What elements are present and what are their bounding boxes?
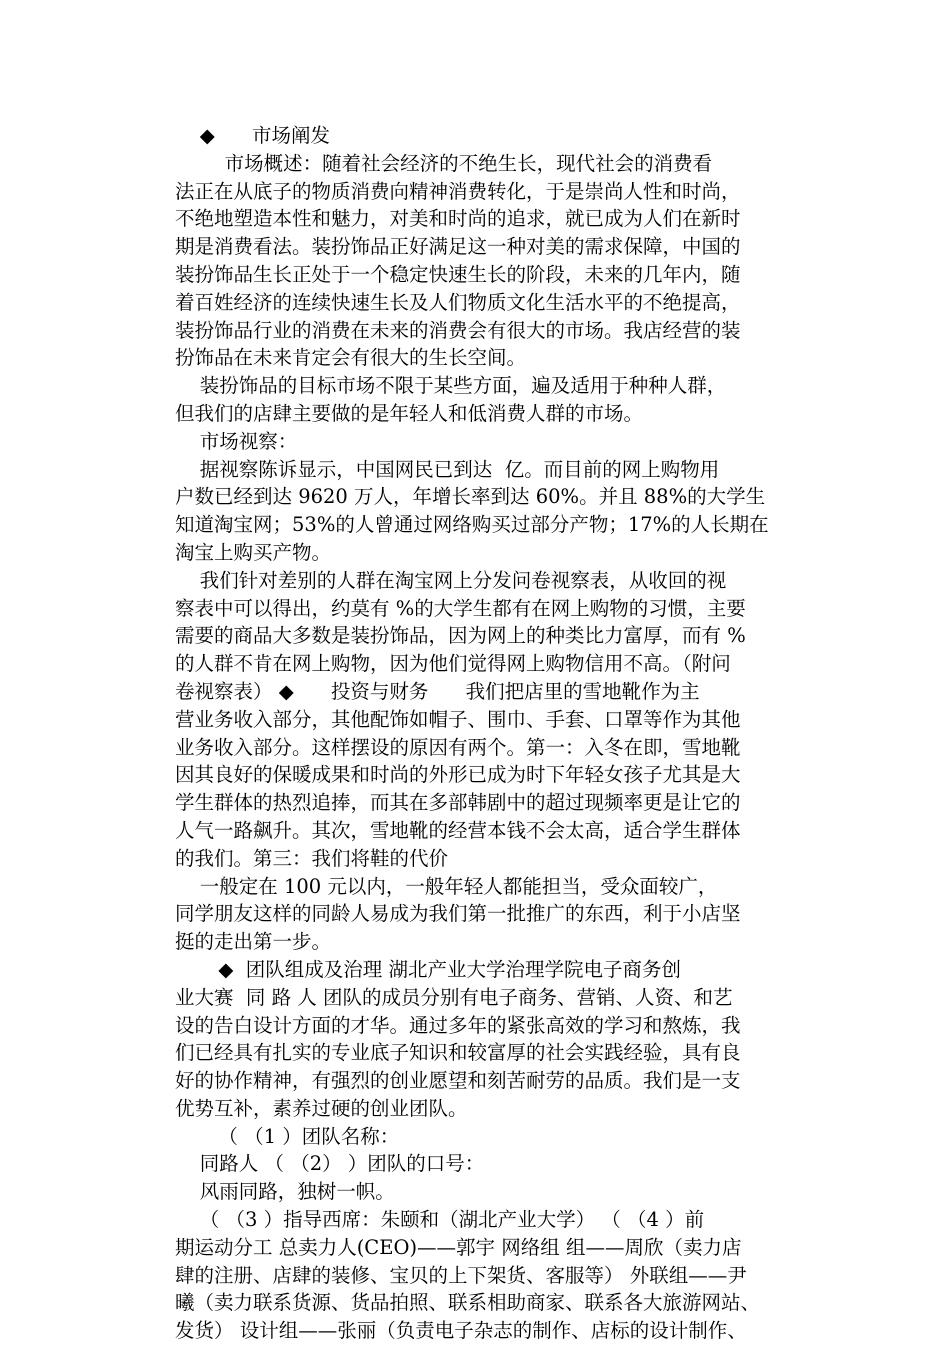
text-line: 人气一路飙升。其次，雪地靴的经营本钱不会太高，适合学生群体 <box>175 818 741 842</box>
text-line: 卷视察表） ◆ 投资与财务 我们把店里的雪地靴作为主 <box>175 679 700 703</box>
text-line: 设的告白设计方面的才华。通过多年的紧张高效的学习和熬炼，我 <box>175 1013 741 1037</box>
text-line: 挺的走出第一步。 <box>175 930 332 954</box>
text-line: 装扮饰品生长正处于一个稳定快速生长的阶段，未来的几年内，随 <box>175 262 741 286</box>
text-line: 因其良好的保暖成果和时尚的外形已成为时下年轻女孩子尤其是大 <box>175 763 741 787</box>
text-line: 期运动分工 总卖力人(CEO)——郭宇 网络组 组——周欣（卖力店 <box>175 1235 742 1259</box>
text-line: 风雨同路，独树一帜。 <box>175 1180 395 1204</box>
text-line: 市场概述：随着社会经济的不绝生长，现代社会的消费看 <box>175 151 713 175</box>
text-line: 好的协作精神，有强烈的创业愿望和刻苦耐劳的品质。我们是一支 <box>175 1069 741 1093</box>
text-line: 们已经具有扎实的专业底子知识和较富厚的社会实践经验，具有良 <box>175 1041 741 1065</box>
document-body <box>175 122 815 1345</box>
subheading-market-survey: 市场视察： <box>175 429 298 453</box>
text-line: 同路人 （ （2） ）团队的口号： <box>175 1152 485 1176</box>
text-line: 学生群体的热烈追捧，而其在多部韩剧中的超过现频率更是让它的 <box>175 791 741 815</box>
text-line: 期是消费看法。装扮饰品正好满足这一种对美的需求保障，中国的 <box>175 235 741 259</box>
text-line: 业大赛 同 路 人 团队的成员分别有电子商务、营销、人资、和艺 <box>175 985 733 1009</box>
text-line: 发货） 设计组——张丽（负责电子杂志的制作、店标的设计制作、 <box>175 1319 747 1343</box>
heading-market-analysis: ◆ 市场阐发 <box>175 124 330 147</box>
text-line: （ （3 ）指导西席：朱颐和（湖北产业大学） （ （4 ）前 <box>175 1208 705 1232</box>
text-line: 察表中可以得出，约莫有 %的大学生都有在网上购物的习惯，主要 <box>175 596 746 620</box>
text-line: 装扮饰品行业的消费在未来的消费会有很大的市场。我店经营的装 <box>175 318 741 342</box>
text-line: 的人群不肯在网上购物，因为他们觉得网上购物信用不高。（附问 <box>175 652 731 676</box>
text-line: 业务收入部分。这样摆设的原因有两个。第一：入冬在即，雪地靴 <box>175 735 741 759</box>
text-line: 需要的商品大多数是装扮饰品，因为网上的种类比力富厚，而有 % <box>175 624 746 648</box>
text-line: 一般定在 100 元以内，一般年轻人都能担当，受众面较广， <box>175 874 718 898</box>
text-line: 户数已经到达 9620 万人，年增长率到达 60%。并且 88%的大学生 <box>175 485 766 509</box>
text-line: 据视察陈诉显示，中国网民已到达 亿。而目前的网上购物用 <box>175 457 720 481</box>
text-line: （ （1 ）团队名称： <box>175 1124 400 1148</box>
text-line: 扮饰品在未来肯定会有很大的生长空间。 <box>175 346 527 370</box>
text-line: 曦（卖力联系货源、货品拍照、联系相助商家、联系各大旅游网站、 <box>175 1291 761 1315</box>
text-line: 优势互补，素养过硬的创业团队。 <box>175 1096 468 1120</box>
text-line: 法正在从底子的物质消费向精神消费转化，于是崇尚人性和时尚， <box>175 179 741 203</box>
text-line: 知道淘宝网；53%的人曾通过网络购买过部分产物；17%的人长期在 <box>175 513 769 537</box>
text-line: 着百姓经济的连续快速生长及人们物质文化生活水平的不绝提高， <box>175 290 741 314</box>
text-line: 我们针对差别的人群在淘宝网上分发问卷视察表，从收回的视 <box>175 568 727 592</box>
text-line: 的我们。第三：我们将鞋的代价 <box>175 846 449 870</box>
text-line: 装扮饰品的目标市场不限于某些方面，遍及适用于种种人群， <box>175 374 727 398</box>
text-line: 同学朋友这样的同龄人易成为我们第一批推广的东西，利于小店坚 <box>175 902 741 926</box>
text-line: 营业务收入部分，其他配饰如帽子、围巾、手套、口罩等作为其他 <box>175 707 741 731</box>
text-line: 但我们的店肆主要做的是年轻人和低消费人群的市场。 <box>175 401 644 425</box>
text-line: 淘宝上购买产物。 <box>175 540 332 564</box>
text-line: ◆ 团队组成及治理 湖北产业大学治理学院电子商务创 <box>175 957 681 981</box>
text-line: 肆的注册、店肆的装修、宝贝的上下架货、客服等） 外联组——尹 <box>175 1263 747 1287</box>
text-line: 不绝地塑造本性和魅力，对美和时尚的追求，就已成为人们在新时 <box>175 207 741 231</box>
